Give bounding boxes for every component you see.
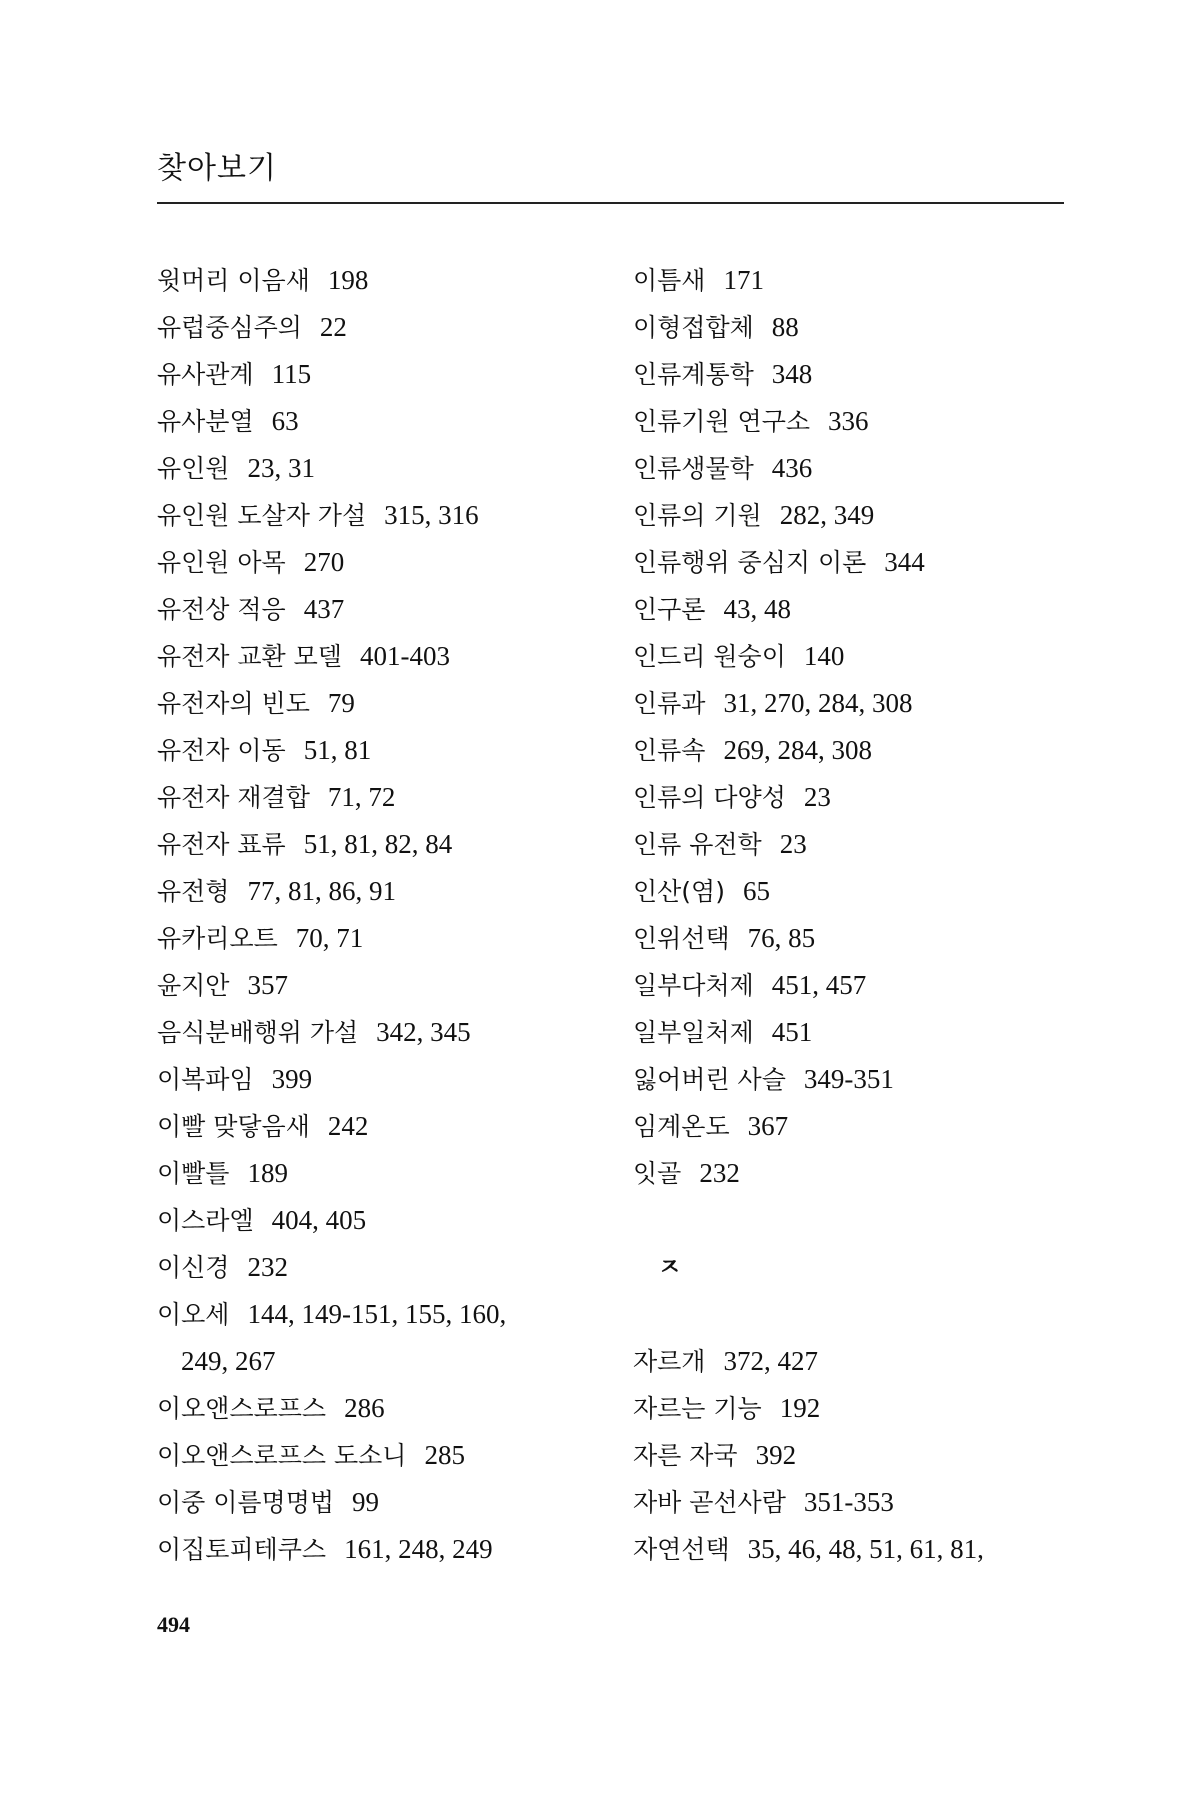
index-pages: 43, 48 bbox=[723, 594, 791, 624]
index-entry bbox=[157, 445, 627, 492]
index-entry bbox=[633, 1479, 1113, 1526]
index-pages: 344 bbox=[884, 547, 925, 577]
index-pages: 232 bbox=[699, 1158, 740, 1188]
index-pages: 270 bbox=[303, 547, 345, 577]
index-entry bbox=[633, 1526, 1113, 1573]
index-pages: 70, 71 bbox=[295, 923, 364, 953]
index-pages: 192 bbox=[779, 1393, 821, 1423]
index-entry bbox=[633, 962, 1113, 1009]
index-pages: 336 bbox=[828, 406, 869, 436]
index-term: 잇골 bbox=[633, 1159, 682, 1188]
index-entry bbox=[633, 351, 1113, 398]
index-pages: 269, 284, 308 bbox=[723, 735, 872, 765]
index-term: 유럽중심주의 bbox=[157, 313, 302, 342]
index-entry bbox=[157, 1150, 627, 1197]
index-entry bbox=[157, 1479, 627, 1526]
index-entry bbox=[157, 1103, 627, 1150]
index-entry bbox=[633, 774, 1113, 821]
index-entry bbox=[633, 257, 1113, 304]
index-term: 일부일처제 bbox=[633, 1018, 754, 1047]
index-entry bbox=[157, 586, 627, 633]
index-pages: 401-403 bbox=[359, 641, 450, 671]
index-entry bbox=[157, 868, 627, 915]
index-pages: 140 bbox=[803, 641, 845, 671]
index-entry bbox=[157, 774, 627, 821]
index-pages: 282, 349 bbox=[779, 500, 875, 530]
index-term: 이오세 bbox=[157, 1300, 230, 1329]
page-number: 494 bbox=[157, 1612, 190, 1637]
index-term: 유사관계 bbox=[157, 360, 254, 389]
index-pages: 198 bbox=[327, 265, 369, 295]
index-term: 윗머리 이음새 bbox=[157, 266, 310, 295]
index-pages: 23 bbox=[803, 782, 831, 812]
index-pages: 348 bbox=[771, 359, 813, 389]
index-entry bbox=[633, 539, 1113, 586]
index-entry bbox=[157, 304, 627, 351]
index-pages: 144, 149-151, 155, 160, bbox=[247, 1299, 507, 1329]
index-pages: 76, 85 bbox=[747, 923, 816, 953]
index-column-left bbox=[157, 257, 627, 1573]
index-pages: 349-351 bbox=[803, 1064, 894, 1094]
index-pages: 115 bbox=[271, 359, 312, 389]
index-term: 유전자 표류 bbox=[157, 830, 286, 859]
index-term: 자연선택 bbox=[633, 1535, 730, 1564]
index-term: 인류의 기원 bbox=[633, 501, 762, 530]
index-entry bbox=[633, 727, 1113, 774]
section-spacer bbox=[633, 1197, 1113, 1244]
index-pages: 23, 31 bbox=[247, 453, 315, 483]
index-term: 인류기원 연구소 bbox=[633, 407, 810, 436]
index-term: 유전형 bbox=[157, 877, 230, 906]
index-entry bbox=[633, 868, 1113, 915]
index-entry bbox=[157, 680, 627, 727]
index-pages: 88 bbox=[771, 312, 799, 342]
index-entry bbox=[157, 1291, 627, 1338]
index-term: 인류행위 중심지 이론 bbox=[633, 548, 867, 577]
index-term: 이오앤스로프스 bbox=[157, 1394, 327, 1423]
index-entry bbox=[157, 539, 627, 586]
index-pages: 372, 427 bbox=[723, 1346, 818, 1376]
index-column-right bbox=[633, 257, 1113, 1573]
index-term: 이빨 맞닿음새 bbox=[157, 1112, 310, 1141]
index-term: 인류 유전학 bbox=[633, 830, 762, 859]
index-term: 이스라엘 bbox=[157, 1206, 254, 1235]
index-pages: 232 bbox=[247, 1252, 288, 1282]
index-term: 이형접합체 bbox=[633, 313, 754, 342]
index-pages: 285 bbox=[424, 1440, 465, 1470]
index-term: 이중 이름명명법 bbox=[157, 1488, 334, 1517]
index-term: 유인원 도살자 가설 bbox=[157, 501, 367, 530]
index-entry bbox=[157, 1056, 627, 1103]
index-entry bbox=[633, 1385, 1113, 1432]
index-pages: 65 bbox=[742, 876, 770, 906]
index-term: 이틈새 bbox=[633, 266, 706, 295]
index-term: 인류속 bbox=[633, 736, 706, 765]
page-title: 찾아보기 bbox=[157, 151, 277, 186]
index-term: 유사분열 bbox=[157, 407, 254, 436]
index-pages: 171 bbox=[723, 265, 764, 295]
index-entry bbox=[157, 351, 627, 398]
index-term: 인류의 다양성 bbox=[633, 783, 786, 812]
index-entry bbox=[633, 821, 1113, 868]
index-entry bbox=[633, 398, 1113, 445]
index-entry bbox=[157, 1009, 627, 1056]
index-pages: 71, 72 bbox=[327, 782, 396, 812]
index-term: 유전자의 빈도 bbox=[157, 689, 310, 718]
index-term: 유전자 교환 모델 bbox=[157, 642, 342, 671]
index-pages: 437 bbox=[303, 594, 345, 624]
index-pages: 357 bbox=[247, 970, 288, 1000]
index-entry bbox=[157, 1197, 627, 1244]
index-pages: 161, 248, 249 bbox=[344, 1534, 493, 1564]
index-entry bbox=[633, 1103, 1113, 1150]
index-pages: 404, 405 bbox=[271, 1205, 367, 1235]
index-pages: 367 bbox=[747, 1111, 789, 1141]
index-term: 자르는 기능 bbox=[633, 1394, 762, 1423]
index-entry bbox=[157, 727, 627, 774]
index-term: 유전자 이동 bbox=[157, 736, 286, 765]
index-term: 이빨틀 bbox=[157, 1159, 230, 1188]
index-pages: 51, 81 bbox=[303, 735, 372, 765]
index-pages: 63 bbox=[271, 406, 299, 436]
index-entry bbox=[157, 915, 627, 962]
index-entry bbox=[633, 633, 1113, 680]
index-entry bbox=[633, 445, 1113, 492]
index-entry bbox=[633, 680, 1113, 727]
index-pages: 77, 81, 86, 91 bbox=[247, 876, 396, 906]
index-term: 유인원 아목 bbox=[157, 548, 286, 577]
index-term: 이오앤스로프스 도소니 bbox=[157, 1441, 407, 1470]
index-term: 인류과 bbox=[633, 689, 706, 718]
index-pages: 351-353 bbox=[803, 1487, 894, 1517]
index-term: 음식분배행위 가설 bbox=[157, 1018, 359, 1047]
section-spacer bbox=[633, 1291, 1113, 1338]
index-pages: 79 bbox=[327, 688, 355, 718]
index-term: 인류계통학 bbox=[633, 360, 754, 389]
index-entry bbox=[633, 1009, 1113, 1056]
index-entry bbox=[157, 1432, 627, 1479]
index-entry bbox=[157, 1526, 627, 1573]
section-heading: ㅈ bbox=[658, 1253, 682, 1281]
index-pages: 286 bbox=[344, 1393, 385, 1423]
index-term: 자른 자국 bbox=[633, 1441, 738, 1470]
index-pages: 242 bbox=[327, 1111, 369, 1141]
index-term: 유카리오트 bbox=[157, 924, 278, 953]
index-entry bbox=[633, 586, 1113, 633]
index-pages: 99 bbox=[352, 1487, 379, 1517]
index-entry bbox=[633, 1150, 1113, 1197]
index-entry-continuation bbox=[157, 1338, 627, 1385]
index-pages: 342, 345 bbox=[376, 1017, 471, 1047]
index-pages: 35, 46, 48, 51, 61, 81, bbox=[747, 1534, 984, 1564]
index-term: 인산(염) bbox=[633, 877, 725, 906]
index-pages: 399 bbox=[271, 1064, 313, 1094]
index-entry bbox=[157, 1385, 627, 1432]
index-term: 임계온도 bbox=[633, 1112, 730, 1141]
index-term: 일부다처제 bbox=[633, 971, 754, 1000]
index-entry bbox=[633, 1056, 1113, 1103]
index-pages: 189 bbox=[247, 1158, 288, 1188]
index-term: 인구론 bbox=[633, 595, 706, 624]
index-term: 인위선택 bbox=[633, 924, 730, 953]
index-term: 자르개 bbox=[633, 1347, 706, 1376]
index-entry bbox=[157, 962, 627, 1009]
index-pages: 51, 81, 82, 84 bbox=[303, 829, 453, 859]
index-term: 유전상 적응 bbox=[157, 595, 286, 624]
index-term: 이신경 bbox=[157, 1253, 230, 1282]
index-term: 유전자 재결합 bbox=[157, 783, 310, 812]
index-pages: 451, 457 bbox=[771, 970, 867, 1000]
index-term: 자바 곧선사람 bbox=[633, 1488, 786, 1517]
index-term: 인드리 원숭이 bbox=[633, 642, 786, 671]
index-pages: 31, 270, 284, 308 bbox=[723, 688, 913, 718]
index-term: 윤지안 bbox=[157, 971, 230, 1000]
index-pages: 249, 267 bbox=[181, 1346, 276, 1376]
index-term: 이복파임 bbox=[157, 1065, 254, 1094]
index-pages: 392 bbox=[755, 1440, 797, 1470]
index-entry bbox=[157, 821, 627, 868]
index-pages: 315, 316 bbox=[384, 500, 479, 530]
index-entry bbox=[633, 1338, 1113, 1385]
index-entry bbox=[157, 398, 627, 445]
index-pages: 436 bbox=[771, 453, 813, 483]
index-term: 이집토피테쿠스 bbox=[157, 1535, 327, 1564]
index-entry bbox=[633, 492, 1113, 539]
index-term: 유인원 bbox=[157, 454, 230, 483]
index-term: 인류생물학 bbox=[633, 454, 754, 483]
index-entry bbox=[157, 492, 627, 539]
index-entry bbox=[157, 1244, 627, 1291]
index-entry bbox=[157, 633, 627, 680]
index-entry bbox=[157, 257, 627, 304]
index-entry bbox=[633, 304, 1113, 351]
page-header bbox=[157, 152, 1064, 204]
index-pages: 23 bbox=[779, 829, 807, 859]
index-entry bbox=[633, 1432, 1113, 1479]
index-entry bbox=[633, 915, 1113, 962]
index-pages: 451 bbox=[771, 1017, 813, 1047]
index-term: 잃어버린 사슬 bbox=[633, 1065, 786, 1094]
index-pages: 22 bbox=[319, 312, 347, 342]
